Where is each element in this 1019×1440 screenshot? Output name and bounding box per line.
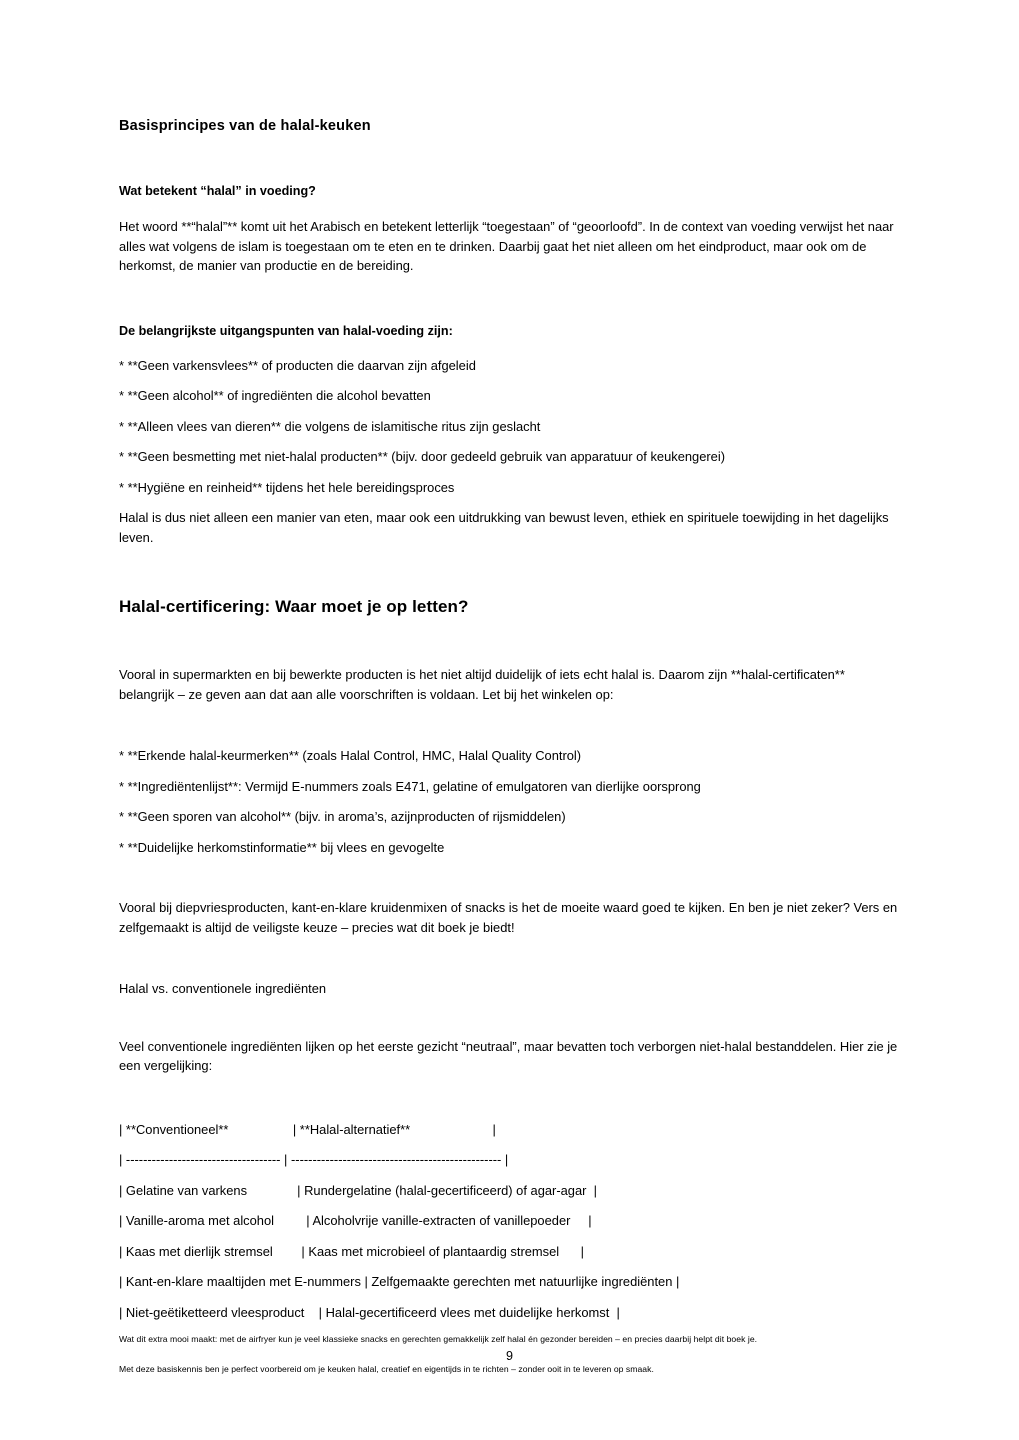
spacer-c1 — [119, 766, 901, 777]
spacer-t4 — [119, 1261, 901, 1272]
spacer-c2 — [119, 796, 901, 807]
list-item: * **Duidelijke herkomstinformatie** bij vlees en gevogelte — [119, 839, 445, 855]
section3-closing-paragraph: Vooral bij diepvriesproducten, kant-en-klare kruidenmixen of snacks is het de moeite waard goed te kijken. En ben je niet zeker? Vers en zelfgemaakt is altijd de veiligste keuze – precies wat dit boek je biedt! — [119, 900, 898, 935]
comparison-table — [119, 1120, 901, 1323]
table-row: | Kant-en-klare maaltijden met E-nummers | Zelfgemaakte gerechten met natuurlijke ingrediënten | — [119, 1274, 680, 1289]
spacer-s12 — [119, 1322, 901, 1333]
section2-heading: De belangrijkste uitgangspunten van halal-voeding zijn: — [119, 323, 453, 338]
list-item: * **Geen besmetting met niet-halal producten** (bijv. door gedeeld gebruik van apparatuur of keukengerei) — [119, 449, 725, 464]
section4-intro-paragraph: Veel conventionele ingrediënten lijken op het eerste gezicht “neutraal”, maar bevatten toch verborgen niet-halal bestanddelen. Hier zie je een vergelijking: — [119, 1038, 898, 1073]
spacer-s11 — [119, 1076, 901, 1120]
table-row: | Vanille-aroma met alcohol | Alcoholvrije vanille-extracten of vanillepoeder | — [119, 1213, 592, 1228]
spacer-s4 — [119, 497, 901, 508]
spacer-s8 — [119, 857, 901, 898]
spacer-t2 — [119, 1200, 901, 1211]
spacer-s1 — [119, 198, 901, 217]
spacer-t1 — [119, 1170, 901, 1181]
table-separator-row: | ------------------------------------ | ------------------------------------------------- | — [119, 1152, 509, 1167]
spacer-top — [119, 0, 901, 118]
section1-heading: Wat betekent “halal” in voeding? — [119, 184, 316, 198]
spacer-after-title — [119, 134, 901, 184]
spacer-s10 — [119, 999, 901, 1037]
page-title: Basisprincipes van de halal-keuken — [119, 118, 371, 134]
spacer-s6 — [119, 617, 901, 665]
spacer-t3 — [119, 1231, 901, 1242]
spacer-t0 — [119, 1139, 901, 1150]
table-header-row: | **Conventioneel** | **Halal-alternatief** | — [119, 1121, 496, 1137]
list-item: * **Geen sporen van alcohol** (bijv. in aroma’s, azijnproducten of rijsmiddelen) — [119, 809, 566, 824]
spacer-b4 — [119, 467, 901, 478]
table-row: | Kaas met dierlijk stremsel | Kaas met microbieel of plantaardig stremsel | — [119, 1243, 584, 1259]
list-item: * **Ingrediëntenlijst**: Vermijd E-nummers zoals E471, gelatine of emulgatoren van dierlijke oorsprong — [119, 778, 701, 794]
list-item: * **Alleen vlees van dieren** die volgens de islamitische ritus zijn geslacht — [119, 418, 541, 434]
spacer-c3 — [119, 827, 901, 838]
section2-closing-paragraph: Halal is dus niet alleen een manier van eten, maar ook een uitdrukking van bewust leven, ethiek en spirituele toewijding in het dagelijks leven. — [119, 510, 889, 545]
spacer-t5 — [119, 1292, 901, 1303]
table-row: | Gelatine van varkens | Rundergelatine (halal-gecertificeerd) of agar-agar | — [119, 1182, 597, 1198]
section4-heading: Halal vs. conventionele ingrediënten — [119, 981, 327, 996]
spacer-b2 — [119, 406, 901, 417]
spacer-s5 — [119, 547, 901, 597]
footnote-text: Met deze basiskennis ben je perfect voorbereid om je keuken halal, creatief en eigentijds in te richten – zonder ooit in te leveren op smaak. — [119, 1364, 654, 1374]
list-item: * **Geen alcohol** of ingrediënten die alcohol bevatten — [119, 388, 431, 403]
spacer-b1 — [119, 375, 901, 386]
spacer-s2 — [119, 276, 901, 324]
list-item: * **Erkende halal-keurmerken** (zoals Halal Control, HMC, Halal Quality Control) — [119, 748, 582, 763]
spacer-s7 — [119, 704, 901, 746]
table-row: | Niet-geëtiketteerd vleesproduct | Halal-gecertificeerd vlees met duidelijke herkomst | — [119, 1304, 620, 1320]
footnote-text: Wat dit extra mooi maakt: met de airfryer kun je veel klassieke snacks en gerechten gemakkelijk zelf halal én gezonder bereiden – en precies daarbij helpt dit boek je. — [119, 1334, 758, 1344]
spacer-b3 — [119, 436, 901, 447]
section3-intro-paragraph: Vooral in supermarkten en bij bewerkte producten is het niet altijd duidelijk of iets echt halal is. Daarom zijn **halal-certificaten** belangrijk – ze geven aan dat aan alle voorschriften is voldaan. Let bij het winkelen op: — [119, 667, 845, 702]
section1-paragraph: Het woord **“halal”** komt uit het Arabisch en betekent letterlijk “toegestaan” of “geoorloofd”. In de context van voeding verwijst het naar alles wat volgens de islam is toegestaan om te eten en te drinken. Daarbij gaat het niet alleen om het eindproduct, maar ook om de herkomst, de manier van productie en de bereiding. — [119, 219, 894, 273]
spacer-s9 — [119, 937, 901, 979]
page-content — [119, 0, 901, 1376]
page-number: 9 — [505, 1349, 513, 1363]
section3-heading: Halal-certificering: Waar moet je op letten? — [119, 597, 469, 616]
list-item: * **Hygiëne en reinheid** tijdens het hele bereidingsproces — [119, 479, 455, 495]
spacer-s3 — [119, 338, 901, 356]
list-item: * **Geen varkensvlees** of producten die daarvan zijn afgeleid — [119, 357, 476, 373]
